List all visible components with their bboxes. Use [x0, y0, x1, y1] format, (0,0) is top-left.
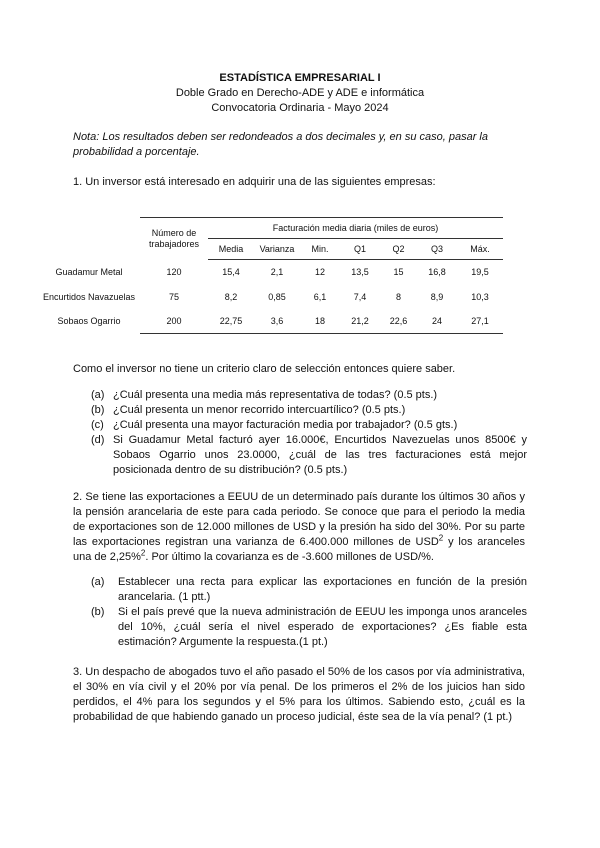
- table-cell: 8,9: [430, 292, 444, 302]
- table-cell: 24: [417, 310, 457, 334]
- table-cell: 10,3: [471, 292, 489, 302]
- item-text: ¿Cuál presenta un menor recorrido intercuartílico? (0.5 pts.): [113, 404, 406, 416]
- item-text: Si el país prevé que la nueva administración de EEUU les imponga unos aranceles del 10%, ¿cuál sería el nivel esperado de exportaciones? ¿Es fiable esta estimación? Argumente la respuesta.(1 pt.): [118, 606, 527, 648]
- col-header: Varianza: [254, 239, 300, 260]
- workers-cell: 75: [168, 292, 179, 302]
- col-header: Min.: [300, 239, 340, 260]
- question-1-statement: 1. Un inversor está interesado en adquirir una de las siguientes empresas:: [73, 176, 436, 188]
- table-cell: 3,6: [254, 310, 300, 334]
- workers-header: Número de trabajadores: [140, 218, 208, 260]
- col-header: Q2: [380, 239, 417, 260]
- col-header: Máx.: [457, 239, 503, 260]
- table-cell: 19,5: [471, 267, 489, 278]
- item-label: (d): [91, 434, 105, 446]
- col-header: Q3: [417, 239, 457, 260]
- list-item: [73, 403, 527, 418]
- table-row: [40, 310, 503, 334]
- item-text: ¿Cuál presenta una mayor facturación media por trabajador? (0.5 gts.): [113, 419, 458, 431]
- table-cell: 22,6: [380, 310, 417, 334]
- table-cell: 8,2: [224, 292, 238, 302]
- item-text: Establecer una recta para explicar las exportaciones en función de la presión arancelaria. (1 ptt.): [118, 576, 527, 603]
- item-label: (a): [91, 576, 105, 588]
- list-item: [73, 418, 527, 433]
- item-label: (b): [91, 404, 105, 416]
- item-label: (a): [91, 389, 105, 401]
- exam-session: Convocatoria Ordinaria - Mayo 2024: [211, 102, 389, 114]
- question-2-statement: 2. Se tiene las exportaciones a EEUU de un determinado país durante los últimos 30 años y la pensión arancelaria de este para cada periodo. Se conoce que para el periodo la media de exportaciones son de 12.000 millones de USD y la presión ha sido del 30%. Por su parte las exportaciones registran una varianza de 6.400.000 millones de USD$^2$ y los aranceles una de 2,25%$^2$. Por último la covarianza es de -3.600 millones de USD/%.: [73, 491, 525, 563]
- exam-title: ESTADÍSTICA EMPRESARIAL I: [219, 72, 381, 84]
- table-cell: 22,75: [208, 310, 254, 334]
- list-item: [73, 388, 527, 403]
- table-cell: 6,1: [313, 292, 327, 302]
- table-subheader-row: [40, 239, 503, 260]
- revenue-group-header: Facturación media diaria (miles de euros): [208, 218, 503, 239]
- table-cell: 15: [393, 267, 404, 278]
- item-label: (b): [91, 606, 105, 618]
- table-row: [40, 260, 503, 286]
- item-text: ¿Cuál presenta una media más representativa de todas? (0.5 pts.): [113, 389, 438, 401]
- question-3-statement: 3. Un despacho de abogados tuvo el año pasado el 50% de los casos por vía administrativa, el 30% en vía civil y el 20% por vía penal. De los primeros el 2% de los juicios han sido perdidos, el 4% para los segundos y el 5% para los últimos. Sabiendo esto, ¿cuál es la probabilidad de que habiendo ganado un proceso judicial, éste sea de la vía penal? (1 pt.): [73, 666, 525, 723]
- list-item: [73, 433, 527, 478]
- workers-cell: 200: [140, 310, 208, 334]
- table-cell: 7,4: [353, 292, 367, 302]
- table-header-row: [40, 218, 503, 239]
- company-name: Sobaos Ogarrio: [57, 316, 121, 326]
- companies-table: [40, 217, 503, 334]
- question-2-items: [73, 575, 527, 650]
- list-item: [73, 575, 527, 605]
- company-name: Encurtidos Navazuelas: [42, 292, 136, 302]
- table-cell: 13,5: [351, 267, 369, 278]
- table-cell: 18: [300, 310, 340, 334]
- col-header: Q1: [340, 239, 380, 260]
- item-text: Si Guadamur Metal facturó ayer 16.000€, Encurtidos Navezuelas unos 8500€ y Sobaos Ogarrio unos 23.0000, ¿cuál de las tres facturaciones está mejor posicionada dentro de su distribución? (0.5 pts.): [113, 434, 527, 476]
- table-cell: 16,8: [428, 267, 446, 278]
- table-cell: 2,1: [270, 267, 284, 278]
- question-1-items: [73, 388, 527, 478]
- table-cell: 15,4: [222, 267, 240, 278]
- question-1-intro: Como el inversor no tiene un criterio claro de selección entonces quiere saber.: [73, 363, 456, 375]
- table-row: [40, 286, 503, 310]
- table-cell: 0,85: [268, 292, 286, 302]
- table-cell: 8: [395, 292, 401, 302]
- rounding-note: Nota: Los resultados deben ser redondeados a dos decimales y, en su caso, pasar la probabilidad a porcentaje.: [73, 131, 488, 158]
- table-cell: 21,2: [340, 310, 380, 334]
- col-header: Media: [208, 239, 254, 260]
- company-name: Guadamur Metal: [55, 267, 123, 277]
- item-label: (c): [91, 419, 104, 431]
- workers-cell: 120: [166, 267, 182, 277]
- table-cell: 12: [314, 267, 325, 278]
- table-cell: 27,1: [457, 310, 503, 334]
- list-item: [73, 605, 527, 650]
- degree-name: Doble Grado en Derecho-ADE y ADE e informática: [175, 87, 425, 99]
